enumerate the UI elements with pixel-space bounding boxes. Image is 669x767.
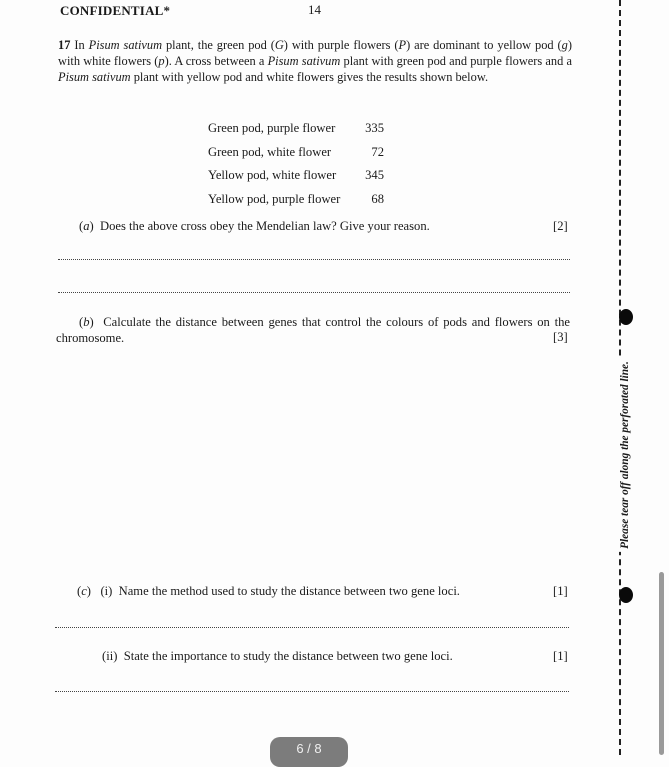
stem-text: ). A cross between a bbox=[164, 54, 268, 68]
part-c-i-text: Name the method used to study the distance between two gene loci. bbox=[118, 584, 460, 598]
question-number: 17 bbox=[58, 38, 71, 52]
part-b-marks: [3] bbox=[553, 330, 568, 344]
part-b-question: (b) Calculate the distance between genes that control the colours of pods and flowers on the chromosome. bbox=[56, 315, 571, 345]
phenotype-label: Green pod, white flower bbox=[208, 144, 332, 159]
page-indicator bbox=[270, 737, 348, 767]
results-row bbox=[208, 164, 384, 188]
species-name: Pisum sativum bbox=[88, 38, 163, 52]
part-b-text: Calculate the distance between genes that control the colours of pods and flowers on the chromosome. bbox=[56, 315, 571, 345]
stem-text: ) with white flowers ( bbox=[58, 38, 572, 68]
stem-text: ) are dominant to yellow pod ( bbox=[406, 38, 562, 52]
stem-text: plant with yellow pod and white flowers gives the results shown below. bbox=[130, 70, 489, 84]
species-name: Pisum sativum bbox=[267, 54, 341, 68]
phenotype-label: Yellow pod, purple flower bbox=[208, 191, 341, 206]
part-letter: a bbox=[83, 219, 90, 233]
stem-text: plant, the green pod ( bbox=[162, 38, 275, 52]
results-table bbox=[208, 117, 384, 211]
punch-hole-icon bbox=[619, 587, 633, 603]
scrollbar[interactable] bbox=[659, 572, 664, 755]
results-row bbox=[208, 117, 384, 141]
answer-line bbox=[58, 292, 570, 293]
answer-line bbox=[58, 259, 570, 260]
punch-hole-icon bbox=[619, 309, 633, 325]
tear-off-instruction: Please tear off along the perforated line. bbox=[619, 358, 631, 552]
page-indicator-text: 6 / 8 bbox=[296, 741, 322, 756]
allele-symbol: G bbox=[274, 38, 284, 52]
part-c-ii-question bbox=[102, 649, 453, 664]
offspring-count: 72 bbox=[371, 144, 384, 159]
stem-text: In bbox=[74, 38, 89, 52]
part-letter: c bbox=[81, 584, 87, 598]
part-c-i-marks: [1] bbox=[553, 584, 568, 598]
phenotype-label: Green pod, purple flower bbox=[208, 121, 336, 136]
species-name: Pisum sativum bbox=[58, 70, 131, 84]
part-a-question: (a) Does the above cross obey the Mendelian law? Give your reason. bbox=[79, 219, 430, 233]
results-row bbox=[208, 188, 384, 212]
part-a-marks: [2] bbox=[553, 219, 568, 233]
stem-text: plant with green pod and purple flowers and a bbox=[340, 54, 572, 68]
sub-numeral: (i) bbox=[100, 584, 113, 598]
question-stem bbox=[58, 37, 572, 85]
allele-symbol: p bbox=[158, 54, 165, 68]
phenotype-label: Yellow pod, white flower bbox=[208, 168, 337, 183]
part-letter: b bbox=[83, 315, 90, 329]
allele-symbol: P bbox=[398, 38, 407, 52]
offspring-count: 335 bbox=[365, 121, 384, 136]
answer-line bbox=[55, 691, 569, 692]
page-number: 14 bbox=[308, 2, 321, 17]
part-a-text: Does the above cross obey the Mendelian law? Give your reason. bbox=[100, 219, 430, 233]
results-row bbox=[208, 141, 384, 165]
allele-symbol: g bbox=[561, 38, 568, 52]
sub-numeral: (ii) bbox=[102, 649, 118, 663]
answer-line bbox=[55, 627, 569, 628]
part-c-i-question: (c) (i) Name the method used to study the distance between two gene loci. bbox=[77, 584, 460, 598]
offspring-count: 345 bbox=[365, 168, 384, 183]
stem-text: ) with purple flowers ( bbox=[283, 38, 399, 52]
part-c-ii-marks: [1] bbox=[553, 649, 568, 663]
offspring-count: 68 bbox=[371, 191, 384, 206]
part-c-ii-text: State the importance to study the distance between two gene loci. bbox=[123, 649, 453, 663]
confidential-label: CONFIDENTIAL* bbox=[60, 3, 171, 18]
